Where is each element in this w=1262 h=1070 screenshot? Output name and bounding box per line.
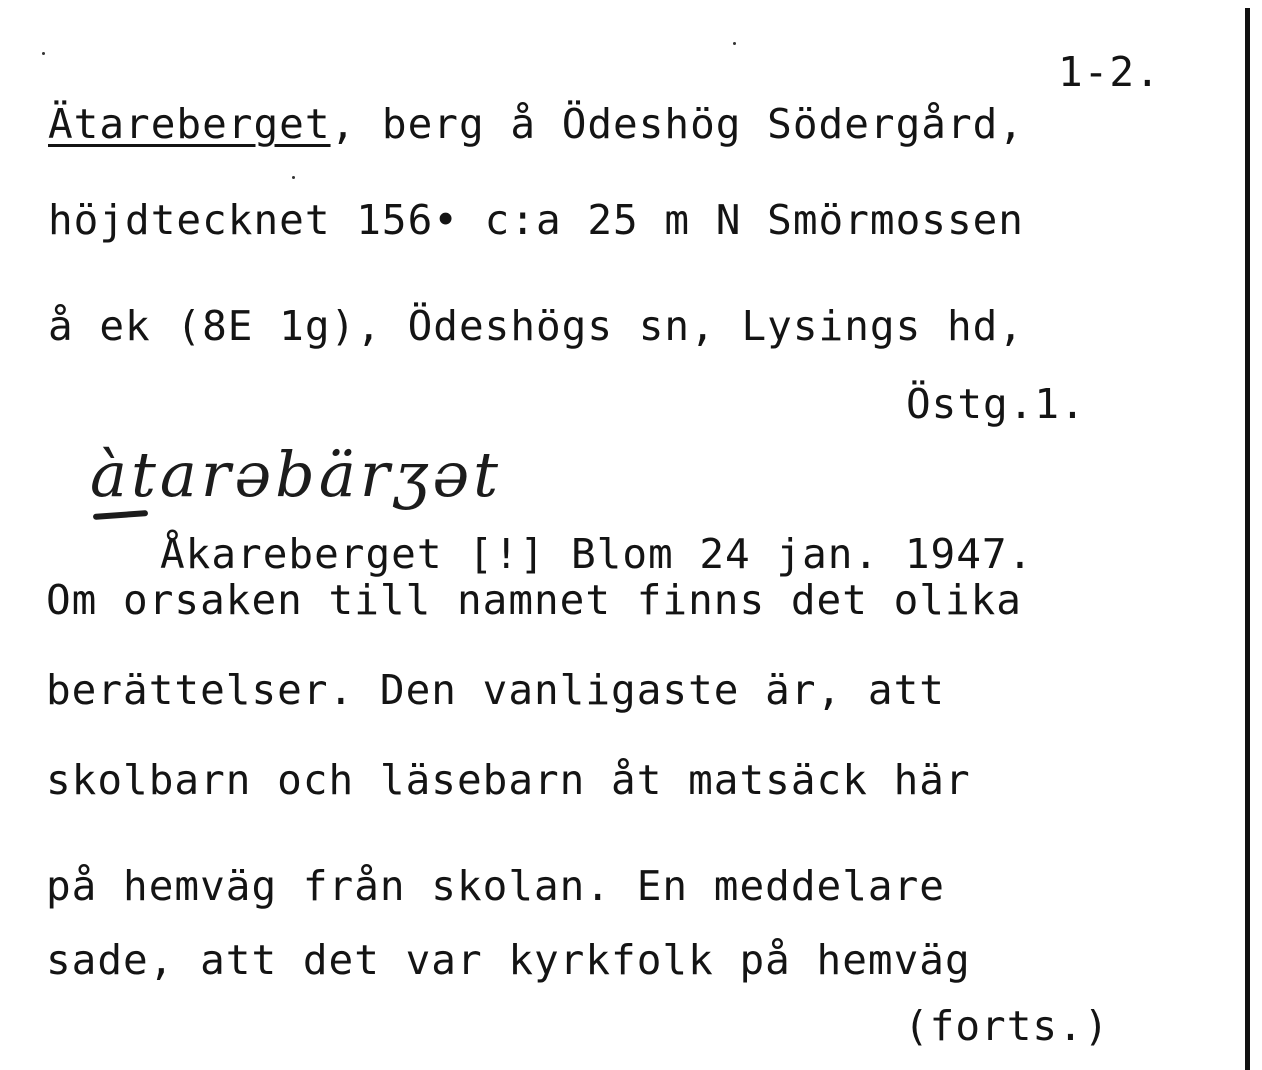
body-line-3: skolbarn och läsebarn åt matsäck här	[46, 756, 971, 804]
card-number: 1-2.	[1058, 48, 1161, 96]
headword: Ätareberget	[48, 100, 331, 148]
body-line-4: på hemväg från skolan. En meddelare	[46, 862, 945, 910]
province-abbrev: Östg.1.	[906, 380, 1086, 428]
entry-header-line	[48, 100, 1025, 148]
location-line-3: å ek (8E 1g), Ödeshögs sn, Lysings hd,	[48, 302, 1024, 350]
ink-speck	[42, 52, 45, 55]
source-line: Åkareberget [!] Blom 24 jan. 1947.	[160, 530, 1034, 578]
ink-speck	[733, 42, 736, 45]
card-edge-line	[1245, 8, 1250, 1070]
handwritten-underline	[93, 510, 148, 520]
location-line-2: höjdtecknet 156• c:a 25 m N Smörmossen	[48, 196, 1024, 244]
headword-description: , berg å Ödeshög Södergård,	[330, 100, 1025, 148]
body-line-5: sade, att det var kyrkfolk på hemväg	[46, 936, 971, 984]
body-line-1: Om orsaken till namnet finns det olika	[46, 576, 1022, 624]
body-line-2: berättelser. Den vanligaste är, att	[46, 666, 945, 714]
handwritten-pronunciation: àtarəbärʒət	[90, 438, 503, 511]
continued-note: (forts.)	[904, 1002, 1110, 1050]
ink-speck	[292, 176, 295, 179]
